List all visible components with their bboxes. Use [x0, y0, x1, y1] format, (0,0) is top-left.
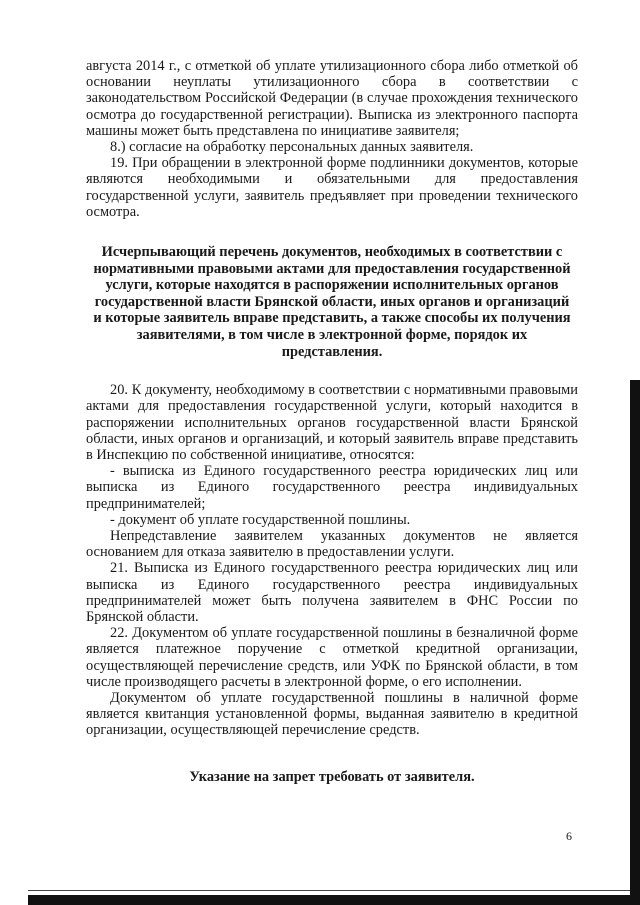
section-heading-prohibition: Указание на запрет требовать от заявителя.: [189, 768, 475, 785]
document-body: [86, 58, 578, 785]
paragraph-non-submission: Непредставление заявителем указанных документов не является основанием для отказа заявителю в предоставлении услуги.: [86, 528, 578, 561]
page-number: 6: [566, 829, 572, 843]
paragraph-22: 22. Документом об уплате государственной пошлины в безналичной форме является платежное поручение с отметкой кредитной организации, осуществляющей перечисление средств, или УФК по Брянской области, в том числе производящего расчеты в электронной форме, о его исполнении.: [86, 625, 578, 690]
paragraph-cash-fee: Документом об уплате государственной пошлины в наличной форме является квитанция установленной формы, выданная заявителю в кредитной организации, осуществляющей перечисление средств.: [86, 690, 578, 739]
scan-edge-line: [28, 890, 630, 891]
scan-edge-right: [630, 380, 640, 905]
paragraph-continued: августа 2014 г., с отметкой об уплате утилизационного сбора либо отметкой об основании неуплаты утилизационного сбора в соответствии с законодательством Российской Федерации (в случае прохождения технического осмотра до государственной регистрации). Выписка из электронного паспорта машины может быть представлена по инициативе заявителя;: [86, 58, 578, 139]
section-heading: Исчерпывающий перечень документов, необходимых в соответствии с нормативными правовыми актами для предоставления государственной услуги, которые находятся в распоряжении исполнительных органов государственной власти Брянской области, иных органов и организаций и которые заявитель вправе представить, а также способы их получения заявителями, в том числе в электронной форме, порядок их представления.: [93, 244, 571, 360]
scan-edge-bottom: [28, 895, 640, 905]
list-item-fee-document: - документ об уплате государственной пошлины.: [110, 511, 411, 528]
paragraph-19: 19. При обращении в электронной форме подлинники документов, которые являются необходимыми и обязательными для предоставления государственной услуги, заявитель предъявляет при проведении технического осмотра.: [86, 155, 578, 220]
paragraph-20: 20. К документу, необходимому в соответствии с нормативными правовыми актами для предоставления государственной услуги, который находится в распоряжении исполнительных органов государственной власти Брянской области, иных органов и организаций, и который заявитель вправе представить в Инспекцию по собственной инициативе, относятся:: [86, 382, 578, 463]
paragraph-21: 21. Выписка из Единого государственного реестра юридических лиц или выписка из Единого государственного реестра индивидуальных предпринимателей может быть получена заявителем в ФНС России по Брянской области.: [86, 560, 578, 626]
list-item-extract: - выписка из Единого государственного реестра юридических лиц или выписка из Единого государственного реестра индивидуальных предпринимателей;: [86, 463, 578, 512]
paragraph-item-8: 8.) согласие на обработку персональных данных заявителя.: [110, 139, 474, 156]
